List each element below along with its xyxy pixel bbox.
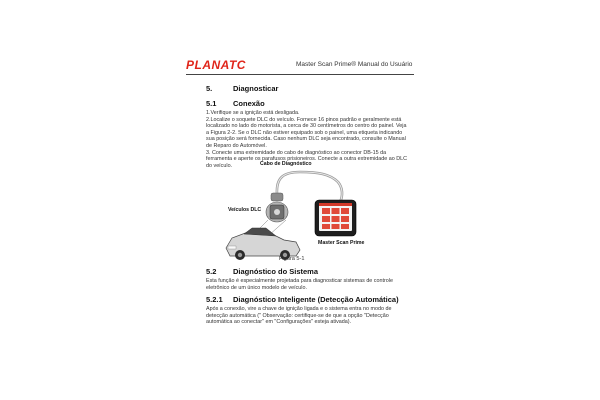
app-tile-5 — [332, 216, 340, 222]
diagnostic-cable — [277, 172, 342, 202]
connector-screw — [274, 209, 280, 215]
app-tile-9 — [341, 224, 349, 229]
app-tile-2 — [332, 208, 340, 214]
section-5-1-number: 5.1 — [206, 99, 217, 108]
planatc-logo: PLANATC — [186, 58, 246, 72]
section-5-2-1-body: Após a conexão, vire a chave de ignição ligada e o sistema entra no modo de detecção automática (" Observação: certifique-se de que a opção "Detecção automática ao conectar" em "Configurações" esteja ativada). — [206, 306, 392, 326]
car-front-hub — [238, 253, 242, 257]
connection-step-3: 3. Conecte uma extremidade do cabo de diagnóstico ao conector DB-15 da ferramenta e aperte os parafusos prisioneiros. Conecte a outra extremidade ao DLC do veículo. — [206, 149, 408, 169]
connection-step-2: 2.Localize o soquete DLC do veículo. Fornece 16 pinos padrão e geralmente está localizado no lado do motorista, a cerca de 30 centímetros do centro do painel. Veja a Figura 2-2. Se o DLC não estiver equipado sob o painel, uma etiqueta indicando sua posição será fornecida. Caso nenhum DLC seja encontrado, consulte o Manual de Reparo do Automóvel. — [206, 116, 407, 149]
device-label: Master Scan Prime — [318, 240, 365, 246]
section-5-title: Diagnosticar — [233, 84, 279, 93]
section-5-1-title: Conexão — [233, 99, 265, 108]
app-tile-3 — [341, 208, 349, 214]
app-tile-6 — [341, 216, 349, 222]
app-tile-4 — [322, 216, 330, 222]
section-5-2-1-title: Diagnóstico Inteligente (Detecção Automática) — [233, 295, 399, 304]
connection-step-1: 1.Verifique se a ignição está desligada. — [206, 110, 300, 116]
section-5-2-body: Esta função é especialmente projetada para diagnosticar sistemas de controle eletrônico de um único modelo de veículo. — [206, 278, 393, 291]
manual-header-title: Master Scan Prime® Manual do Usuário — [296, 61, 413, 68]
section-5-2-number: 5.2 — [206, 267, 217, 276]
car-headlight — [228, 246, 236, 249]
app-tile-7 — [322, 224, 330, 229]
master-scan-prime-device — [315, 200, 356, 236]
obd-connector-top — [271, 193, 283, 201]
vehicle-dlc-label: Veículos DLC — [228, 207, 262, 213]
app-tile-1 — [322, 208, 330, 214]
app-tile-8 — [332, 224, 340, 229]
cable-label: Cabo de Diagnóstico — [260, 161, 312, 167]
section-5-number: 5. — [206, 84, 213, 93]
screen-titlebar — [319, 203, 352, 206]
section-5-2-title: Diagnóstico do Sistema — [233, 267, 319, 276]
figure-caption: Figura 5-1 — [279, 256, 305, 262]
section-5-2-1-number: 5.2.1 — [206, 295, 223, 304]
